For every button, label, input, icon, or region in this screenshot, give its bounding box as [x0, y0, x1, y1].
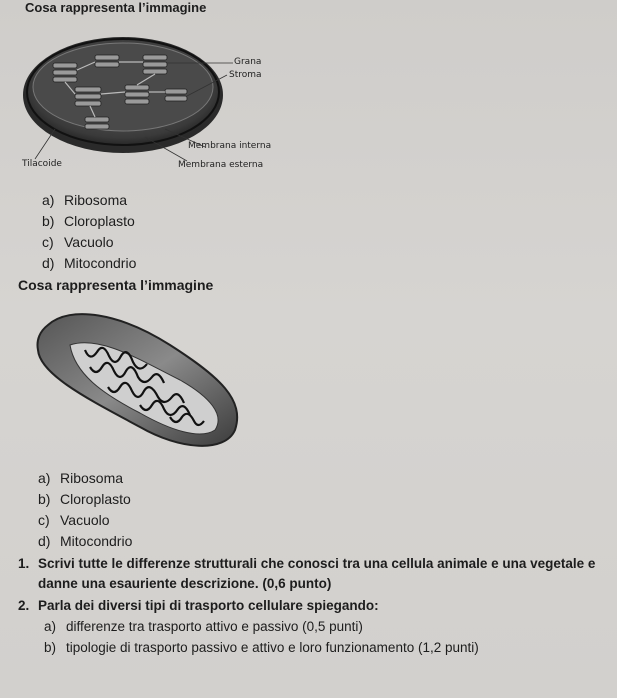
- open-question-1: 1. Scrivi tutte le differenze strutturali che conosci tra una cellula animale e una vegetale e: [18, 556, 596, 571]
- label-stroma: Stroma: [229, 70, 262, 80]
- open-question-1-line2: danne una esauriente descrizione. (0,6 punto): [38, 576, 332, 591]
- open-question-2-sub-b: b) tipologie di trasporto passivo e attivo e loro funzionamento (1,2 punti): [44, 640, 479, 655]
- q1-option-c[interactable]: c) Vacuolo: [42, 234, 114, 250]
- open-question-2-line1: Parla dei diversi tipi di trasporto cellulare spiegando:: [38, 598, 379, 613]
- q2-option-b[interactable]: b) Cloroplasto: [38, 491, 131, 507]
- q1-option-d[interactable]: d) Mitocondrio: [42, 255, 137, 271]
- mitochondrion-image: [30, 305, 255, 455]
- open-question-2: 2. Parla dei diversi tipi di trasporto cellulare spiegando:: [18, 598, 379, 613]
- label-membrana-esterna: Membrana esterna: [178, 160, 264, 170]
- q2-option-c[interactable]: c) Vacuolo: [38, 512, 110, 528]
- label-grana: Grana: [234, 57, 262, 67]
- open-question-1-line1: Scrivi tutte le differenze strutturali che conosci tra una cellula animale e una vegetale e: [38, 556, 596, 571]
- label-membrana-interna: Membrana interna: [188, 141, 272, 151]
- label-tilacoide: Tilacoide: [22, 159, 62, 169]
- q1-option-a[interactable]: a) Ribosoma: [42, 192, 128, 208]
- q2-option-a[interactable]: a) Ribosoma: [38, 470, 124, 486]
- open-question-2-sub-a: a) differenze tra trasporto attivo e passivo (0,5 punti): [44, 619, 363, 634]
- q1-option-b[interactable]: b) Cloroplasto: [42, 213, 135, 229]
- chloroplast-diagram: [15, 25, 275, 175]
- question-1-title: Cosa rappresenta l’immagine: [25, 0, 207, 15]
- question-2-title: Cosa rappresenta l’immagine: [18, 277, 214, 293]
- q2-option-d[interactable]: d) Mitocondrio: [38, 533, 133, 549]
